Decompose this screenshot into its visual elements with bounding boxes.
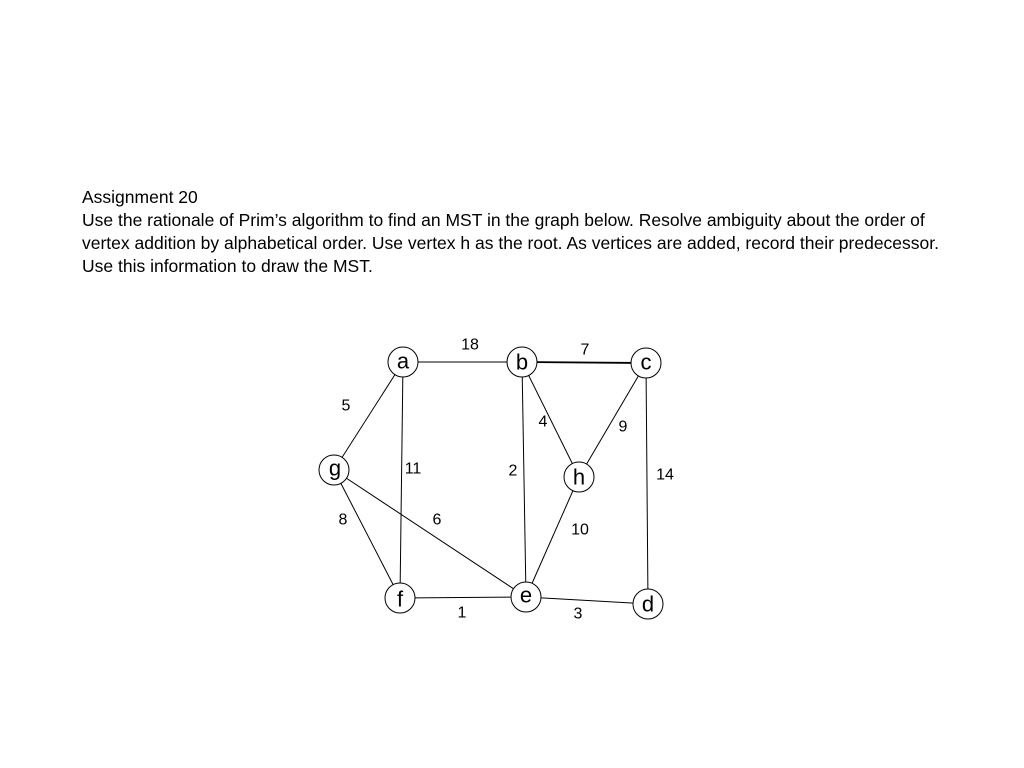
node-h	[564, 462, 594, 492]
graph-nodes	[319, 347, 663, 619]
edge-weight-e-d: 3	[573, 605, 583, 623]
edge-weight-g-e: 6	[432, 511, 442, 529]
node-label-a: a	[396, 348, 410, 374]
node-b	[507, 347, 537, 377]
edge-c-d	[646, 363, 648, 604]
node-g	[319, 455, 349, 485]
edge-e-d	[526, 597, 648, 604]
edge-f-e	[400, 597, 526, 598]
edge-weight-c-d: 14	[656, 466, 674, 484]
edge-weight-f-e: 1	[457, 604, 467, 622]
edge-weight-h-e: 10	[571, 521, 589, 539]
edge-weight-b-c: 7	[580, 341, 590, 359]
node-a	[388, 347, 418, 377]
edge-weight-b-e: 2	[508, 462, 518, 480]
edge-weight-b-h: 4	[538, 413, 548, 431]
node-f	[385, 583, 415, 613]
assignment-instructions: Use the rationale of Prim’s algorithm to find an MST in the graph below. Resolve ambiguity about the order of vertex addition by alphabetical order. Use vertex h as the root. As vertices are added, record their predecessor. Use this information to draw the MST.	[82, 210, 939, 276]
edge-weight-g-f: 8	[338, 511, 348, 529]
edge-a-f	[400, 362, 403, 598]
edge-c-h	[579, 363, 646, 477]
edge-weight-a-g: 5	[341, 397, 351, 415]
node-d	[633, 589, 663, 619]
edge-a-g	[334, 362, 403, 470]
edge-g-f	[334, 470, 400, 598]
edge-b-e	[522, 362, 526, 597]
edge-weight-a-f: 11	[404, 460, 422, 478]
node-label-b: b	[515, 349, 529, 375]
edge-weights	[339, 337, 674, 623]
assignment-title: Assignment 20	[82, 187, 198, 207]
node-c	[631, 348, 661, 378]
node-label-e: e	[519, 582, 533, 608]
node-label-d: d	[641, 591, 655, 617]
edge-b-h	[522, 362, 579, 477]
edge-weight-c-h: 9	[618, 418, 628, 436]
node-e	[511, 582, 541, 612]
edge-weight-a-b: 18	[461, 336, 479, 354]
graph-edges	[334, 362, 648, 604]
node-label-c: c	[640, 349, 652, 375]
node-label-h: h	[572, 464, 586, 490]
edge-b-c	[522, 362, 646, 363]
edge-g-e	[334, 470, 526, 597]
node-label-f: f	[396, 586, 404, 612]
node-label-g: g	[328, 455, 342, 481]
